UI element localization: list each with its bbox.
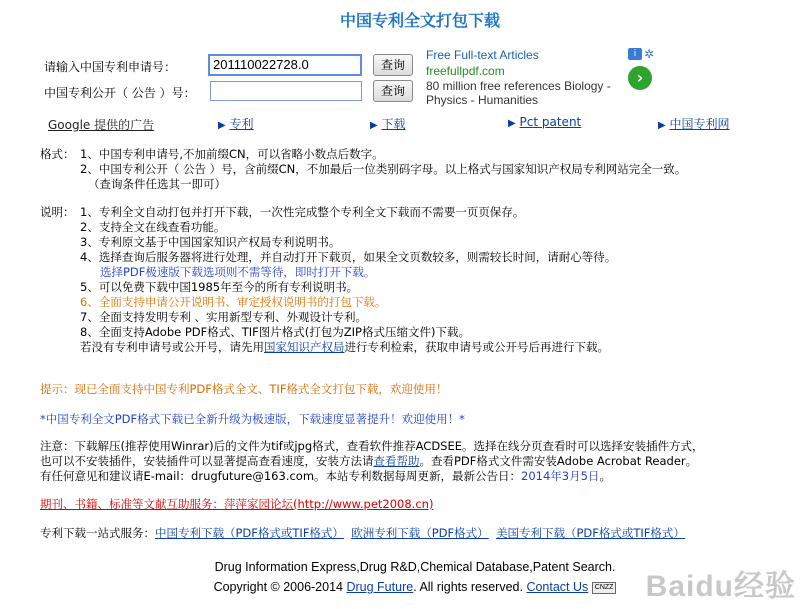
drug-future-link[interactable]: Drug Future	[346, 580, 414, 594]
format-line-1: 1、中国专利申请号,不加前缀CN，可以省略小数点后数字。	[80, 147, 384, 161]
format-heading: 格式：	[40, 147, 75, 161]
notes-line-6: 6、全面支持申请公开说明书、审定授权说明书的打包下载。	[80, 295, 387, 309]
triangle-right-icon: ▶	[508, 118, 516, 129]
application-number-input[interactable]: 201110022728.0	[208, 54, 362, 76]
notice-line-1: 注意：下载解压(推荐使用Winrar)后的文件为tif或jpg格式，查看软件推荐ACDSEE。选择在线分页查看时可以选择安装插件方式，	[40, 439, 704, 453]
triangle-right-icon: ▶	[370, 120, 378, 131]
google-ads-label[interactable]: Google 提供的广告	[48, 118, 155, 132]
notes-heading: 说明：	[40, 205, 75, 219]
notes-line-7: 7、全面支持发明专利 、实用新型专利、外观设计专利。	[80, 310, 367, 324]
publication-number-input[interactable]	[210, 81, 362, 101]
format-line-3: （查询条件任选其一即可）	[88, 177, 226, 191]
info-icon[interactable]: i	[628, 48, 642, 60]
notice-line-2: 也可以不安装插件，安装插件可以显著提高查看速度，安装方法请查看帮助。查看PDF格式文件需安装Adobe Acrobat Reader。	[40, 454, 698, 468]
notice-line-3: 有任何意见和建议请E-mail：drugfuture@163.com。本站专利数据每周更新，最新公告日：2014年3月5日。	[40, 469, 611, 483]
contact-us-link[interactable]: Contact Us	[526, 580, 589, 594]
notes-line-2: 2、支持全文在线查看功能。	[80, 220, 226, 234]
notes-line-8: 8、全面支持Adobe PDF格式、TIF图片格式(打包为ZIP格式压缩文件)下载。	[80, 325, 470, 339]
notes-pdf-fast-note: 选择PDF极速版下载选项则不需等待，即时打开下载。	[100, 265, 376, 279]
update-date: 2014年3月5日	[521, 469, 600, 483]
notes-line-1: 1、专利全文自动打包并打开下载，一次性完成整个专利全文下载而不需要一页页保存。	[80, 205, 525, 219]
nav-item-download[interactable]: ▶ 下载	[370, 117, 406, 131]
services-row	[40, 526, 685, 541]
ad-description[interactable]: 80 million free references Biology - Physics - Humanities	[426, 79, 611, 107]
ad-url[interactable]: freefullpdf.com	[426, 64, 505, 78]
arrow-right-icon[interactable]: ›	[628, 66, 652, 90]
application-number-label: 请输入中国专利申请号：	[44, 60, 177, 74]
nav-item-china-patent-net[interactable]: ▶ 中国专利网	[658, 117, 730, 131]
notes-line-9: 若没有专利申请号或公开号，请先用国家知识产权局进行专利检索，获取申请号或公开号后再进行下载。	[80, 340, 609, 354]
sipo-link[interactable]: 国家知识产权局	[264, 340, 345, 354]
tip-pdf-support: 提示：现已全面支持中国专利PDF格式全文、TIF格式全文打包下载，欢迎使用！	[40, 382, 448, 396]
nav-item-patent[interactable]: ▶ 专利	[218, 117, 254, 131]
triangle-right-icon: ▶	[218, 120, 226, 131]
query-publication-button[interactable]: 查询	[373, 80, 413, 102]
baidu-watermark: Baidu经验	[645, 570, 796, 603]
triangle-right-icon: ▶	[658, 120, 666, 131]
publication-number-label: 中国专利公开（ 公告 ）号：	[44, 86, 196, 100]
footer-tagline: Drug Information Express,Drug R&D,Chemical Database,Patent Search.	[214, 560, 616, 574]
notes-line-3: 3、专利原文基于中国国家知识产权局专利说明书。	[80, 235, 341, 249]
service-link-china[interactable]: 中国专利下载（PDF格式或TIF格式）	[155, 526, 344, 540]
page-title: 中国专利全文打包下载	[339, 11, 500, 30]
notes-line-4: 4、选择查询后服务器将进行处理，并自动打开下载页，如果全文页数较多，则需较长时间，请耐心等待。	[80, 250, 617, 264]
nav-item-pct[interactable]: ▶ Pct patent	[508, 115, 582, 129]
cnzz-badge[interactable]: CNZZ	[592, 582, 617, 594]
forum-link[interactable]: 期刊、书籍、标准等文献互助服务：萍萍家园论坛(http://www.pet2008.cn)	[40, 497, 434, 511]
gear-icon[interactable]: ✲	[644, 47, 655, 61]
service-link-usa[interactable]: 美国专利下载（PDF格式或TIF格式）	[495, 526, 685, 540]
notes-line-5: 5、可以免费下载中国1985年至今的所有专利说明书。	[80, 280, 359, 294]
query-application-button[interactable]: 查询	[373, 54, 413, 76]
footer-copyright: Copyright © 2006-2014 Drug Future. All rights reserved. Contact Us CNZZ	[0, 580, 804, 594]
tip-pdf-upgrade: *中国专利全文PDF格式下载已全新升级为极速版，下载速度显著提升！欢迎使用！*	[40, 412, 465, 426]
service-link-europe[interactable]: 欧洲专利下载（PDF格式）	[351, 526, 489, 540]
ad-title-link[interactable]: Free Full-text Articles	[426, 48, 539, 62]
help-link[interactable]: 查看帮助	[373, 454, 420, 468]
services-label: 专利下载一站式服务：	[40, 526, 155, 540]
format-line-2: 2、中国专利公开（ 公告 ）号，含前缀CN，不加最后一位类别码字母。以上格式与国家知识产权局专利网站完全一致。	[80, 162, 687, 176]
